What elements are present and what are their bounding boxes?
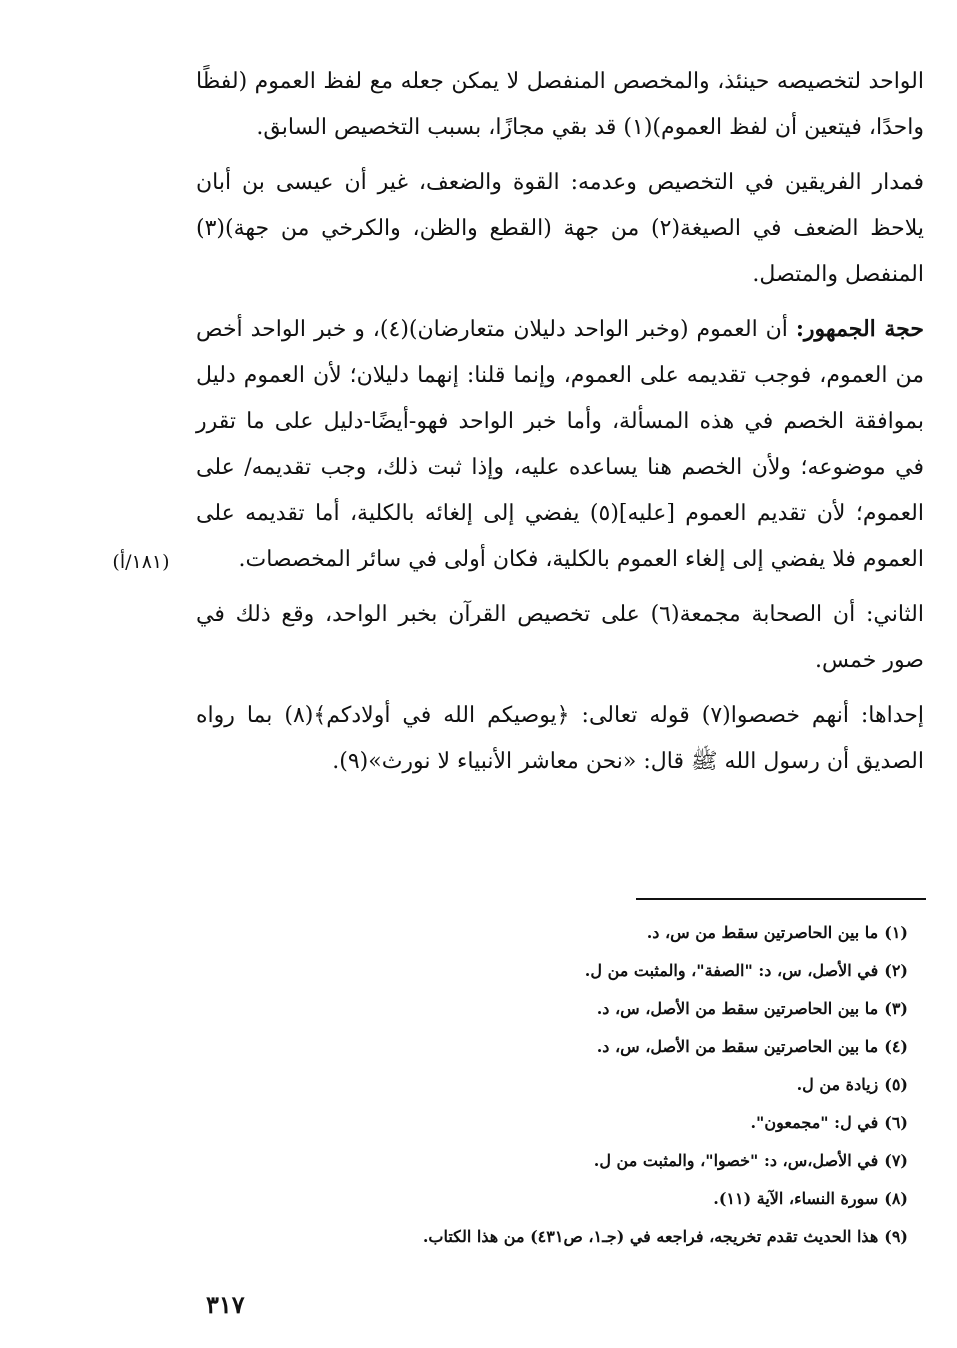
footnote-text: في الأصل، س، د: "الصفة"، والمثبت من ل. (584, 961, 879, 980)
footnote-number: (٧) (884, 1151, 908, 1170)
footnote-number: (٨) (884, 1189, 908, 1208)
folio-margin-note: (١٨١/أ) (112, 551, 170, 573)
paragraph-lead: حجة الجمهور: (795, 316, 924, 342)
footnote-text: في ل: "مجمعون". (750, 1113, 879, 1132)
footnote-text: ما بين الحاصرتين سقط من س، د. (646, 923, 879, 942)
footnote-text: هذا الحديث تقدم تخريجه، فراجعه في (جـ١، ص٤٣١) من هذا الكتاب. (422, 1227, 879, 1246)
paragraph-text: الثاني: أن الصحابة مجمعة(٦) على تخصيص القرآن بخبر الواحد، وقع ذلك في صور خمس. (196, 602, 924, 673)
paragraph-2 (196, 159, 924, 298)
footnote-item (196, 1142, 908, 1180)
footnote-item (196, 990, 908, 1028)
footnote-item (196, 952, 908, 990)
paragraph-3 (196, 306, 924, 583)
footnote-item (196, 1028, 908, 1066)
paragraph-text: أن العموم (وخبر الواحد دليلان متعارضان)(٤)، و خبر الواحد أخص من العموم، فوجب تقديمه على العموم، وإنما قلنا: إنهما دليلان؛ لأن العموم دليل بموافقة الخصم في هذه المسألة، وأما خبر الواحد فهو-أيضًا-دليل على ما تقرر في موضوعه؛ ولأن الخصم هنا يساعده عليه، وإذا ثبت ذلك، وجب تقديمه/ على العموم؛ لأن تقديم العموم [عليه](٥) يفضي إلى إلغائه بالكلية، أما تقديمه على العموم فلا يفضي إلى إلغاء العموم بالكلية، فكان أولى في سائر المخصصات. (196, 317, 925, 572)
footnote-item (196, 1104, 908, 1142)
footnote-text: زيادة من ل. (796, 1075, 879, 1094)
footnote-text: سورة النساء، الآية (١١). (713, 1189, 879, 1208)
paragraph-1 (196, 58, 924, 151)
paragraph-text: إحداها: أنهم خصصوا(٧) قوله تعالى: ﴿يوصيكم الله في أولادكم﴾(٨) بما رواه الصديق أن رسول الله ﷺ قال: «نحن معاشر الأنبياء لا نورث»(٩). (196, 703, 924, 774)
page-number: ٣١٧ (206, 1290, 245, 1319)
footnote-item (196, 1218, 908, 1256)
footnote-item (196, 1066, 908, 1104)
footnote-number: (٩) (884, 1227, 908, 1246)
paragraph-text: الواحد لتخصيصه حينئذ، والمخصص المنفصل لا يمكن جعله مع لفظ العموم (لفظًا واحدًا، فيتعين أن لفظ العموم)(١) قد بقي مجازًا، بسبب التخصيص السابق. (196, 69, 924, 140)
footnote-text: ما بين الحاصرتين سقط من الأصل، س، د. (596, 999, 879, 1018)
footnote-number: (١) (884, 923, 908, 942)
footnotes (196, 914, 908, 1256)
paragraph-5 (196, 692, 924, 785)
footnote-text: ما بين الحاصرتين سقط من الأصل، س، د. (596, 1037, 879, 1056)
paragraph-text: فمدار الفريقين في التخصيص وعدمه: القوة والضعف، غير أن عيسى بن أبان يلاحظ الضعف في الصيغة(٢) من جهة (القطع والظن، والكرخي من جهة)(٣) المنفصل والمتصل. (196, 170, 924, 287)
footnote-number: (٦) (884, 1113, 908, 1132)
footnote-text: في الأصل،س، د: "خصوا"، والمثبت من ل. (593, 1151, 879, 1170)
footnote-number: (٢) (884, 961, 908, 980)
footnote-number: (٥) (884, 1075, 908, 1094)
main-text (196, 58, 924, 785)
footnote-number: (٤) (884, 1037, 908, 1056)
footnote-item (196, 1180, 908, 1218)
paragraph-4 (196, 591, 924, 684)
footnote-divider (636, 898, 926, 900)
footnote-number: (٣) (884, 999, 908, 1018)
footnote-item (196, 914, 908, 952)
